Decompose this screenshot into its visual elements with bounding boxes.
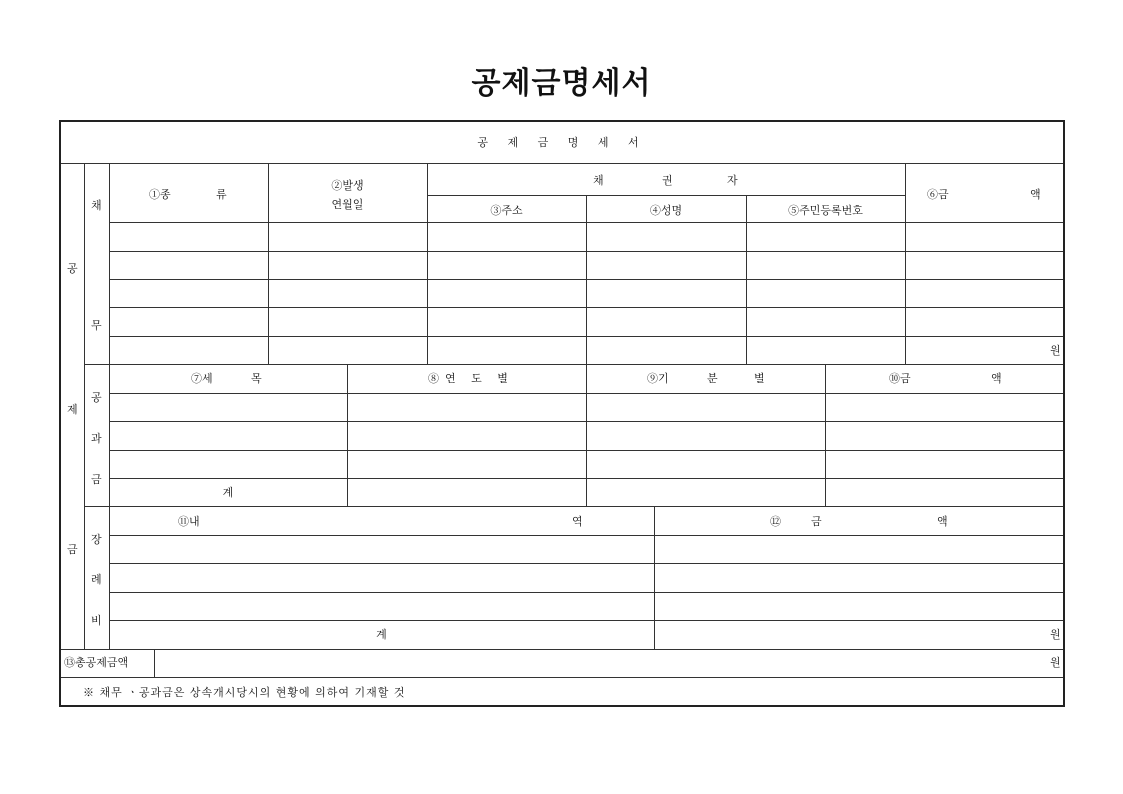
tax-side-1: 공: [91, 391, 102, 404]
rule-funeral-row: [109, 592, 1063, 593]
col-tax-item-label: ⑦세: [191, 372, 213, 385]
footnote: ※ 채무 ㆍ공과금은 상속개시당시의 현황에 의하여 기재할 것: [83, 686, 406, 699]
funeral-side-3: 비: [91, 614, 102, 627]
col-funeral-amount-label-b: 금: [811, 515, 822, 528]
creditor-label-c: 자: [727, 174, 738, 187]
rule-funeral-row: [109, 620, 1063, 621]
col-amount-label: ⑥금: [927, 188, 949, 201]
col-funeral-amount-label-c: 액: [937, 515, 948, 528]
rule-outer-label-col: [84, 163, 85, 649]
col-type-label: ①종: [149, 188, 171, 201]
funeral-side-1: 장: [91, 533, 102, 546]
col-tax-item-label-b: 목: [251, 372, 262, 385]
rule-debt-col: [427, 163, 428, 364]
creditor-label-b: 권: [662, 174, 673, 187]
debt-side-top: 채: [91, 199, 102, 212]
debt-unit: 원: [1050, 344, 1061, 357]
rule-under-heading: [61, 163, 1063, 164]
col-id-number-label: ⑤주민등록번호: [788, 204, 863, 217]
rule-inner-label-col: [109, 163, 110, 649]
rule-creditor-split: [427, 195, 905, 196]
rule-tax-col: [347, 364, 348, 506]
grand-total-label: ⑬총공제금액: [64, 656, 129, 669]
rule-debt-col: [905, 163, 906, 364]
funeral-total-label: 계: [376, 628, 387, 641]
side-label-2: 제: [67, 403, 78, 416]
funeral-unit: 원: [1050, 628, 1061, 641]
col-amount-label-b: 액: [1030, 188, 1041, 201]
col-tax-amount-label: ⑩금: [889, 372, 911, 385]
side-label-1: 공: [67, 262, 78, 275]
rule-funeral-header: [109, 535, 1063, 536]
col-date-label: ②발생: [331, 179, 364, 192]
col-detail-label: ⑪내: [178, 515, 200, 528]
tax-side-3: 금: [91, 473, 102, 486]
rule-grand-total-end: [61, 677, 1063, 678]
rule-tax-end: [84, 506, 1063, 507]
funeral-side-2: 례: [91, 573, 102, 586]
col-period-label-b: 분: [707, 372, 718, 385]
col-period-label: ⑨기: [647, 372, 669, 385]
rule-tax-col: [586, 364, 587, 506]
rule-grand-total-col: [154, 649, 155, 677]
side-label-3: 금: [67, 543, 78, 556]
debt-side-bottom: 무: [91, 319, 102, 332]
grand-total-unit: 원: [1050, 656, 1061, 669]
rule-debt-col: [268, 163, 269, 364]
deduction-statement-form: [59, 120, 1065, 707]
col-detail-label-b: 역: [572, 515, 583, 528]
rule-funeral-end: [61, 649, 1063, 650]
creditor-label-a: 채: [593, 174, 604, 187]
col-period-label-c: 별: [754, 372, 765, 385]
col-year-label: ⑧연 도 별: [428, 372, 514, 385]
rule-debt-end: [84, 364, 1063, 365]
rule-tax-col: [825, 364, 826, 506]
rule-debt-col: [746, 195, 747, 364]
rule-debt-col: [586, 195, 587, 364]
rule-funeral-row: [109, 563, 1063, 564]
col-funeral-amount-label: ⑫: [770, 515, 781, 528]
col-type-label-b: 류: [216, 188, 227, 201]
col-name-label: ④성명: [649, 204, 683, 217]
col-address-label: ③주소: [490, 204, 523, 217]
tax-total-label: 계: [222, 486, 234, 499]
tax-side-2: 과: [91, 432, 102, 445]
col-date-label-b: 연월일: [331, 198, 364, 211]
rule-funeral-col: [654, 506, 655, 649]
col-tax-amount-label-b: 액: [991, 372, 1002, 385]
document-title: 공제금명세서: [471, 66, 652, 101]
form-heading: 공 제 금 명 세 서: [477, 136, 647, 149]
